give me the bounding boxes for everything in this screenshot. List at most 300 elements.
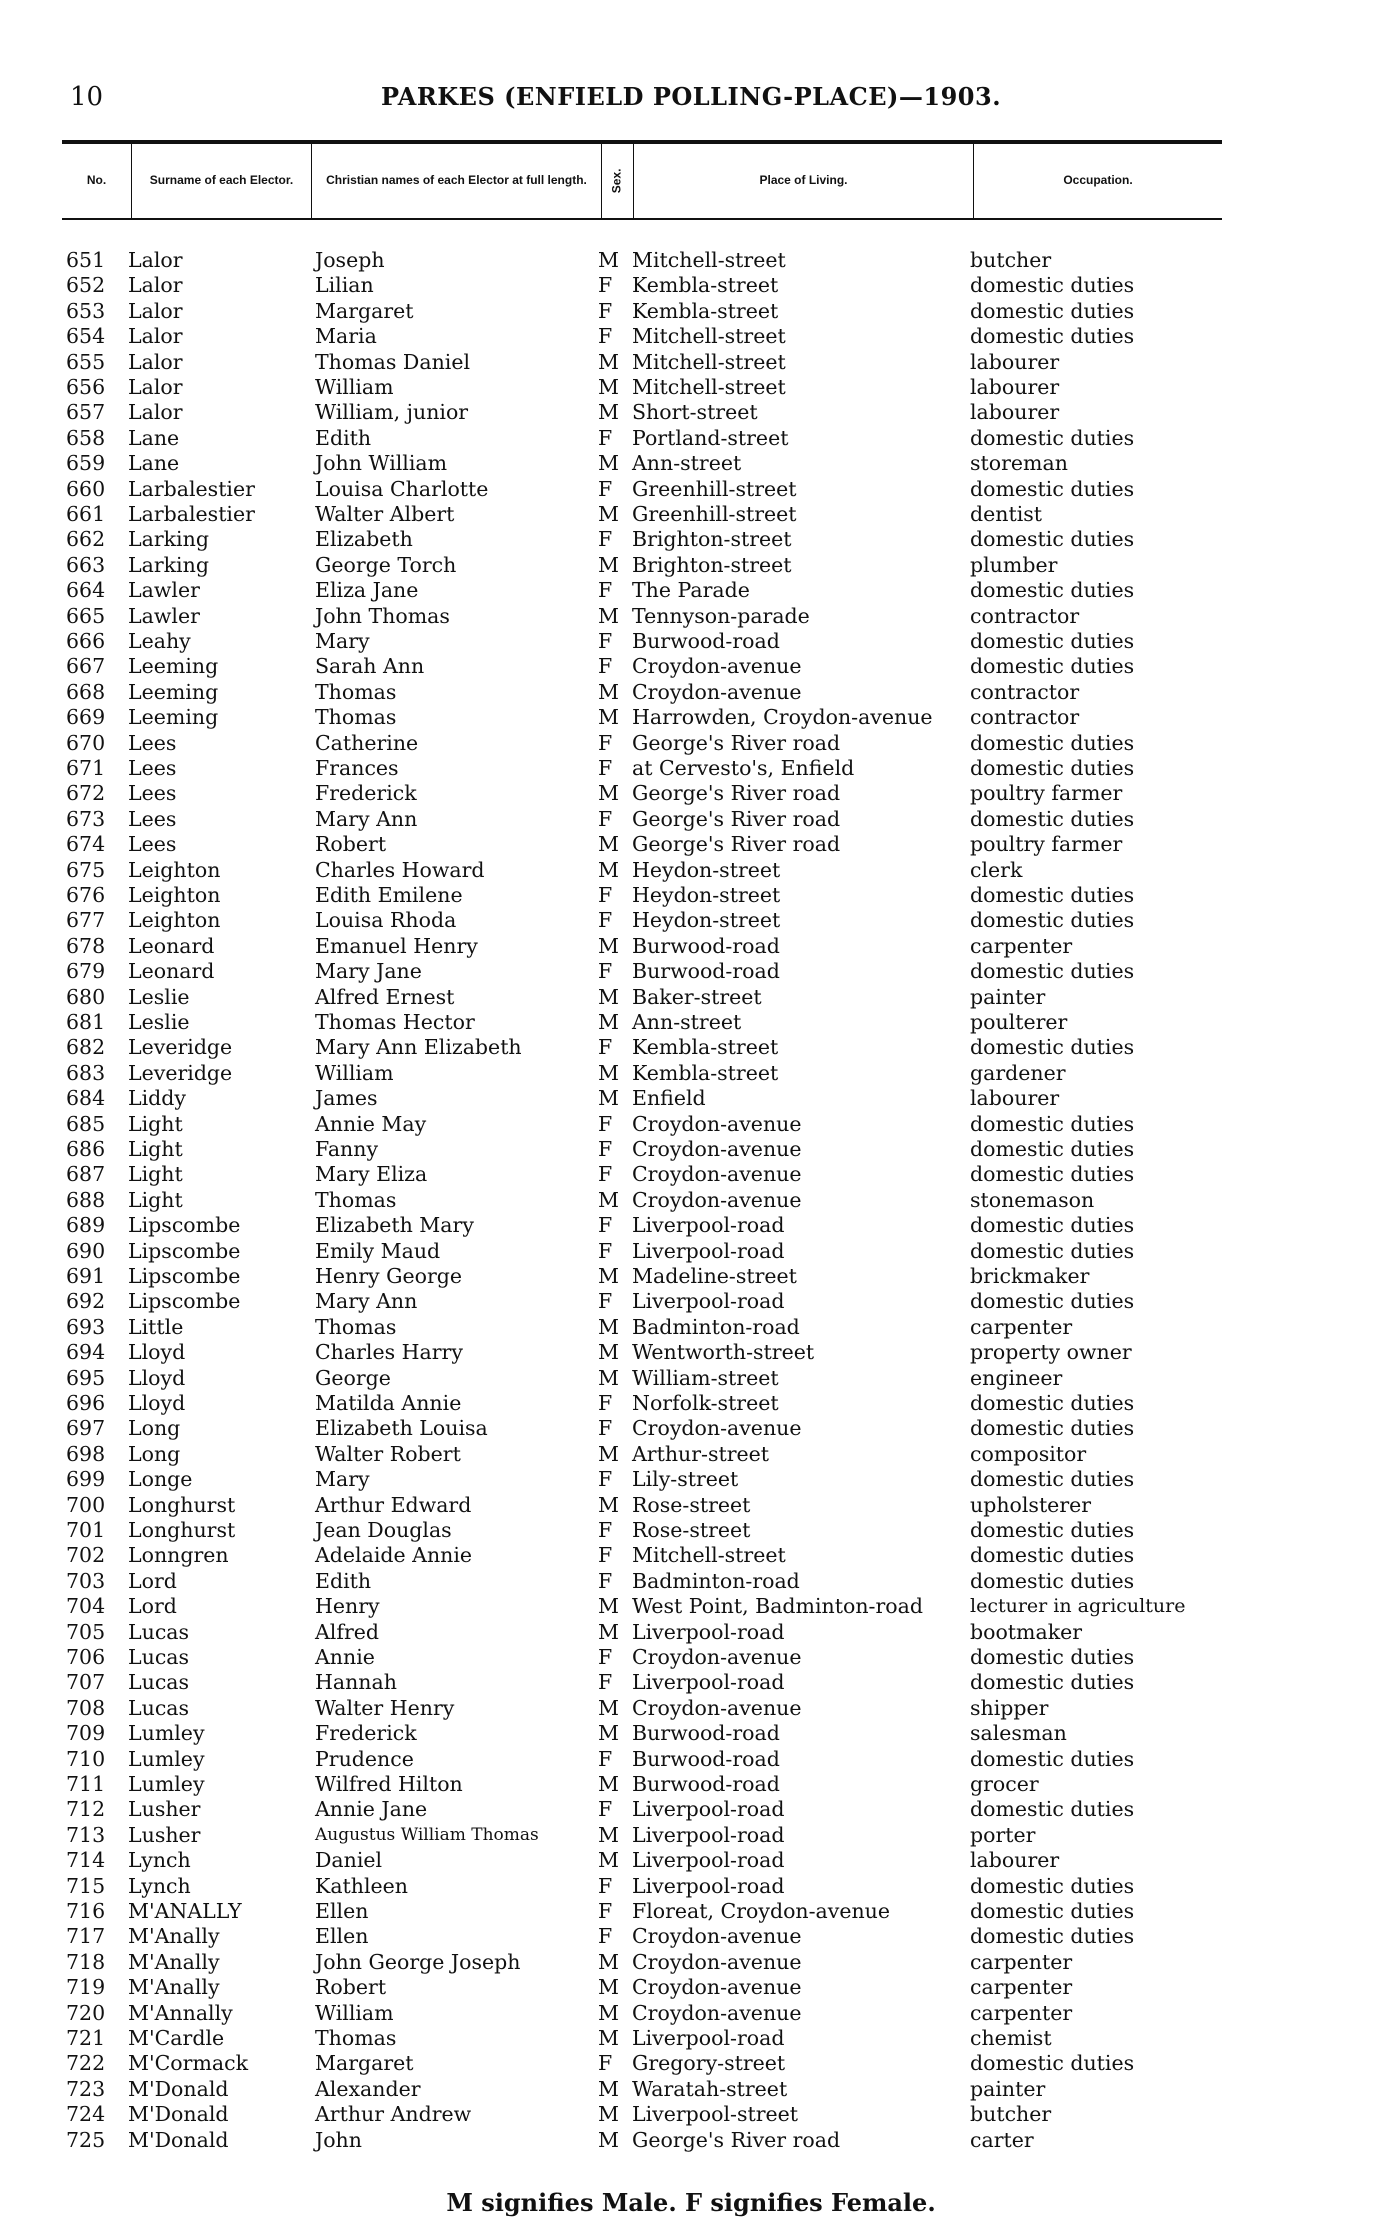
- row-occupation: grocer: [970, 1772, 1039, 1796]
- row-surname: Lipscombe: [128, 1213, 241, 1238]
- table-row: [0, 1950, 1382, 1975]
- table-row: [0, 375, 1382, 400]
- row-number: 659: [66, 451, 106, 476]
- row-christian-names: Kathleen: [315, 1873, 409, 1898]
- row-number: 680: [66, 984, 106, 1009]
- row-surname: Leighton: [128, 883, 221, 907]
- row-place-of-living: Arthur-street: [632, 1441, 770, 1466]
- row-occupation: carpenter: [970, 1949, 1073, 1974]
- table-row: [0, 578, 1382, 603]
- table-row: [0, 1467, 1382, 1492]
- row-place-of-living: Liverpool-street: [632, 2102, 799, 2127]
- table-row: [0, 1264, 1382, 1289]
- row-surname: Lusher: [128, 1822, 201, 1847]
- row-surname: M'Cormack: [128, 2051, 249, 2076]
- table-row: [0, 1721, 1382, 1746]
- row-occupation: painter: [970, 2076, 1046, 2101]
- row-surname: Larbalestier: [128, 476, 255, 501]
- table-row: [0, 2077, 1382, 2102]
- row-christian-names: Maria: [315, 324, 377, 349]
- row-surname: M'Anally: [128, 1949, 220, 1974]
- row-christian-names: Joseph: [315, 248, 385, 272]
- row-christian-names: Edith Emilene: [315, 883, 463, 907]
- row-sex: F: [598, 1746, 613, 1771]
- row-place-of-living: Croydon-avenue: [632, 1416, 802, 1441]
- row-christian-names: Thomas Hector: [315, 1010, 475, 1034]
- row-place-of-living: Liverpool-road: [632, 1797, 785, 1822]
- table-row: [0, 400, 1382, 425]
- row-christian-names: Thomas: [315, 705, 397, 730]
- row-christian-names: James: [315, 1086, 378, 1111]
- row-occupation: storeman: [970, 451, 1068, 476]
- row-number: 664: [66, 578, 106, 603]
- row-occupation: contractor: [970, 679, 1080, 704]
- row-place-of-living: Croydon-avenue: [632, 1695, 802, 1720]
- row-christian-names: John William: [315, 451, 448, 476]
- table-row: [0, 1874, 1382, 1899]
- row-surname: Leonard: [128, 959, 215, 984]
- row-occupation: contractor: [970, 705, 1080, 730]
- row-surname: M'Donald: [128, 2102, 229, 2127]
- table-row: [0, 273, 1382, 298]
- row-sex: M: [598, 451, 619, 476]
- row-occupation: domestic duties: [970, 2051, 1135, 2076]
- row-sex: M: [598, 705, 619, 730]
- row-place-of-living: Liverpool-road: [632, 1213, 785, 1238]
- row-place-of-living: Liverpool-road: [632, 1289, 785, 1314]
- row-christian-names: Mary: [315, 1467, 370, 1492]
- row-place-of-living: Burwood-road: [632, 1746, 780, 1771]
- row-number: 716: [66, 1899, 106, 1923]
- row-surname: Long: [128, 1441, 181, 1466]
- row-number: 675: [66, 857, 106, 882]
- row-place-of-living: Greenhill-street: [632, 502, 797, 526]
- row-occupation: property owner: [970, 1340, 1132, 1365]
- row-place-of-living: Croydon-avenue: [632, 1924, 802, 1949]
- row-sex: M: [598, 857, 619, 882]
- row-sex: F: [598, 1518, 613, 1542]
- row-sex: M: [598, 1772, 619, 1796]
- row-christian-names: Alfred: [315, 1619, 380, 1644]
- row-occupation: domestic duties: [970, 298, 1135, 323]
- table-row: [0, 1061, 1382, 1086]
- row-sex: M: [598, 1441, 619, 1466]
- row-christian-names: Mary: [315, 629, 370, 653]
- row-christian-names: Sarah Ann: [315, 654, 425, 679]
- row-sex: F: [598, 425, 613, 450]
- row-christian-names: Margaret: [315, 2051, 414, 2076]
- row-christian-names: Thomas: [315, 1314, 397, 1339]
- row-christian-names: John George Joseph: [315, 1949, 521, 1974]
- row-number: 670: [66, 730, 106, 755]
- row-place-of-living: Burwood-road: [632, 1721, 780, 1746]
- row-occupation: domestic duties: [970, 654, 1135, 679]
- row-number: 656: [66, 375, 106, 399]
- table-row: [0, 1823, 1382, 1848]
- row-place-of-living: Heydon-street: [632, 908, 781, 933]
- row-number: 652: [66, 273, 106, 298]
- table-row: [0, 832, 1382, 857]
- row-sex: F: [598, 1416, 613, 1441]
- table-row: [0, 1442, 1382, 1467]
- row-occupation: domestic duties: [970, 908, 1135, 933]
- row-sex: M: [598, 1619, 619, 1644]
- row-surname: M'Cardle: [128, 2026, 225, 2050]
- row-surname: Lalor: [128, 349, 183, 374]
- table-row: [0, 934, 1382, 959]
- row-sex: M: [598, 375, 619, 399]
- row-occupation: domestic duties: [970, 1035, 1135, 1060]
- row-occupation: porter: [970, 1822, 1036, 1847]
- row-sex: M: [598, 2127, 619, 2152]
- row-number: 695: [66, 1365, 106, 1390]
- row-number: 714: [66, 1848, 106, 1873]
- row-occupation: domestic duties: [970, 1543, 1135, 1568]
- table-row: [0, 731, 1382, 756]
- row-christian-names: Thomas: [315, 2026, 397, 2050]
- row-occupation: domestic duties: [970, 730, 1135, 755]
- table-row: [0, 629, 1382, 654]
- row-number: 718: [66, 1949, 106, 1974]
- row-surname: Lipscombe: [128, 1238, 241, 1263]
- row-place-of-living: Tennyson-parade: [632, 603, 810, 628]
- row-number: 708: [66, 1695, 106, 1720]
- row-place-of-living: George's River road: [632, 730, 841, 755]
- row-place-of-living: Burwood-road: [632, 629, 780, 653]
- row-surname: Leeming: [128, 654, 219, 679]
- row-christian-names: Mary Ann: [315, 806, 418, 831]
- row-christian-names: Annie: [315, 1645, 375, 1669]
- header-christian: Christian names of each Elector at full length.: [312, 144, 602, 218]
- row-occupation: upholsterer: [970, 1492, 1092, 1517]
- row-christian-names: Thomas: [315, 679, 397, 704]
- row-christian-names: Mary Eliza: [315, 1162, 428, 1187]
- row-sex: F: [598, 324, 613, 349]
- row-place-of-living: Ann-street: [632, 451, 742, 476]
- row-surname: Light: [128, 1187, 183, 1212]
- row-sex: F: [598, 959, 613, 984]
- row-surname: Leeming: [128, 705, 219, 730]
- row-place-of-living: Ann-street: [632, 1010, 742, 1034]
- row-occupation: poulterer: [970, 1010, 1068, 1034]
- table-row: [0, 1213, 1382, 1238]
- row-occupation: domestic duties: [970, 1518, 1135, 1542]
- row-surname: Lees: [128, 781, 177, 806]
- row-occupation: domestic duties: [970, 1137, 1135, 1161]
- row-occupation: domestic duties: [970, 1467, 1135, 1492]
- header-sex-label: Sex.: [609, 168, 624, 194]
- row-sex: M: [598, 349, 619, 374]
- table-row: [0, 1493, 1382, 1518]
- row-occupation: labourer: [970, 1848, 1060, 1873]
- row-sex: M: [598, 1695, 619, 1720]
- table-row: [0, 1112, 1382, 1137]
- row-place-of-living: George's River road: [632, 781, 841, 806]
- table-row: [0, 985, 1382, 1010]
- row-place-of-living: Mitchell-street: [632, 324, 786, 349]
- row-christian-names: Walter Albert: [315, 502, 455, 526]
- row-number: 669: [66, 705, 106, 730]
- table-row: [0, 1975, 1382, 2000]
- row-sex: F: [598, 1137, 613, 1161]
- row-surname: Longhurst: [128, 1492, 236, 1517]
- row-surname: Longe: [128, 1467, 193, 1492]
- row-sex: F: [598, 654, 613, 679]
- row-surname: Lynch: [128, 1848, 191, 1873]
- row-sex: M: [598, 2076, 619, 2101]
- header-no: No.: [62, 144, 132, 218]
- table-row: [0, 553, 1382, 578]
- row-sex: M: [598, 552, 619, 577]
- row-christian-names: John: [315, 2127, 362, 2152]
- row-surname: Lees: [128, 806, 177, 831]
- row-place-of-living: Mitchell-street: [632, 1543, 786, 1568]
- row-surname: Lees: [128, 832, 177, 857]
- row-surname: Lane: [128, 451, 180, 476]
- table-row: [0, 1747, 1382, 1772]
- table-row: [0, 527, 1382, 552]
- row-sex: F: [598, 756, 613, 780]
- row-sex: F: [598, 527, 613, 552]
- row-place-of-living: Liverpool-road: [632, 2026, 785, 2050]
- row-number: 676: [66, 883, 106, 907]
- header-surname: Surname of each Elector.: [132, 144, 312, 218]
- row-occupation: domestic duties: [970, 1924, 1135, 1949]
- row-sex: F: [598, 1873, 613, 1898]
- row-sex: F: [598, 1111, 613, 1136]
- header-sex: [602, 144, 634, 218]
- row-surname: Lucas: [128, 1619, 190, 1644]
- row-place-of-living: Croydon-avenue: [632, 1975, 802, 2000]
- row-sex: F: [598, 730, 613, 755]
- row-christian-names: Louisa Charlotte: [315, 476, 489, 501]
- row-christian-names: Augustus William Thomas: [315, 1824, 539, 1845]
- table-row: [0, 1340, 1382, 1365]
- row-sex: M: [598, 1187, 619, 1212]
- row-sex: F: [598, 629, 613, 653]
- row-christian-names: Walter Robert: [315, 1441, 461, 1466]
- row-christian-names: Frederick: [315, 781, 417, 806]
- row-sex: M: [598, 1975, 619, 2000]
- row-number: 719: [66, 1975, 106, 2000]
- row-place-of-living: West Point, Badminton-road: [632, 1594, 923, 1619]
- row-occupation: domestic duties: [970, 1797, 1135, 1822]
- row-sex: M: [598, 1949, 619, 1974]
- row-number: 674: [66, 832, 106, 857]
- row-place-of-living: Rose-street: [632, 1518, 751, 1542]
- row-place-of-living: Badminton-road: [632, 1568, 800, 1593]
- row-sex: M: [598, 1594, 619, 1619]
- row-occupation: engineer: [970, 1365, 1063, 1390]
- row-christian-names: Fanny: [315, 1137, 379, 1161]
- table-row: [0, 299, 1382, 324]
- row-place-of-living: Heydon-street: [632, 883, 781, 907]
- row-surname: Light: [128, 1137, 183, 1161]
- table-row: [0, 807, 1382, 832]
- row-surname: Lees: [128, 756, 177, 780]
- row-occupation: domestic duties: [970, 959, 1135, 984]
- table-row: [0, 350, 1382, 375]
- row-place-of-living: Croydon-avenue: [632, 1949, 802, 1974]
- row-occupation: poultry farmer: [970, 832, 1123, 857]
- row-christian-names: Frederick: [315, 1721, 417, 1746]
- row-place-of-living: Heydon-street: [632, 857, 781, 882]
- row-occupation: domestic duties: [970, 1289, 1135, 1314]
- table-row: [0, 1645, 1382, 1670]
- row-place-of-living: William-street: [632, 1365, 779, 1390]
- row-occupation: carter: [970, 2127, 1034, 2152]
- table-row: [0, 451, 1382, 476]
- row-sex: F: [598, 1568, 613, 1593]
- row-number: 691: [66, 1264, 106, 1288]
- row-sex: M: [598, 1060, 619, 1085]
- table-row: [0, 1899, 1382, 1924]
- row-occupation: gardener: [970, 1060, 1066, 1085]
- row-christian-names: William, junior: [315, 400, 469, 425]
- row-occupation: domestic duties: [970, 1213, 1135, 1238]
- row-sex: F: [598, 1543, 613, 1568]
- row-surname: Lumley: [128, 1746, 205, 1771]
- row-christian-names: George Torch: [315, 552, 457, 577]
- row-surname: M'ANALLY: [128, 1899, 242, 1923]
- row-number: 692: [66, 1289, 106, 1314]
- row-occupation: domestic duties: [970, 1111, 1135, 1136]
- row-christian-names: Emily Maud: [315, 1238, 441, 1263]
- row-place-of-living: Burwood-road: [632, 1772, 780, 1796]
- row-sex: F: [598, 1391, 613, 1415]
- row-sex: M: [598, 1848, 619, 1873]
- row-christian-names: Matilda Annie: [315, 1391, 462, 1415]
- row-sex: M: [598, 502, 619, 526]
- row-surname: M'Donald: [128, 2127, 229, 2152]
- row-occupation: domestic duties: [970, 629, 1135, 653]
- row-christian-names: Charles Harry: [315, 1340, 463, 1365]
- row-number: 653: [66, 298, 106, 323]
- row-place-of-living: Lily-street: [632, 1467, 739, 1492]
- row-place-of-living: Croydon-avenue: [632, 654, 802, 679]
- row-place-of-living: Croydon-avenue: [632, 1162, 802, 1187]
- row-surname: Light: [128, 1162, 183, 1187]
- row-place-of-living: Croydon-avenue: [632, 1111, 802, 1136]
- row-sex: M: [598, 679, 619, 704]
- header-place: Place of Living.: [634, 144, 974, 218]
- row-christian-names: Edith: [315, 425, 372, 450]
- row-christian-names: Henry George: [315, 1264, 463, 1288]
- row-christian-names: George: [315, 1365, 391, 1390]
- row-christian-names: Alexander: [315, 2076, 421, 2101]
- row-surname: Lawler: [128, 578, 200, 603]
- row-sex: M: [598, 781, 619, 806]
- row-surname: Lonngren: [128, 1543, 229, 1568]
- row-christian-names: Thomas Daniel: [315, 349, 471, 374]
- row-number: 672: [66, 781, 106, 806]
- row-place-of-living: Short-street: [632, 400, 758, 425]
- row-surname: Leeming: [128, 679, 219, 704]
- row-number: 700: [66, 1492, 106, 1517]
- row-surname: Lynch: [128, 1873, 191, 1898]
- row-christian-names: Charles Howard: [315, 857, 485, 882]
- row-surname: Light: [128, 1111, 183, 1136]
- page-number: 10: [70, 82, 104, 112]
- row-number: 687: [66, 1162, 106, 1187]
- row-sex: F: [598, 1670, 613, 1695]
- row-sex: M: [598, 1264, 619, 1288]
- row-number: 683: [66, 1060, 106, 1085]
- row-place-of-living: at Cervesto's, Enfield: [632, 756, 855, 780]
- row-christian-names: Ellen: [315, 1899, 369, 1923]
- row-christian-names: William: [315, 375, 394, 399]
- row-sex: F: [598, 908, 613, 933]
- row-sex: M: [598, 1010, 619, 1034]
- row-surname: Leslie: [128, 984, 190, 1009]
- table-row: [0, 426, 1382, 451]
- table-row: [0, 1366, 1382, 1391]
- row-surname: Liddy: [128, 1086, 186, 1111]
- row-occupation: domestic duties: [970, 1873, 1135, 1898]
- table-row: [0, 705, 1382, 730]
- row-occupation: plumber: [970, 552, 1058, 577]
- row-place-of-living: Brighton-street: [632, 552, 792, 577]
- row-number: 723: [66, 2076, 106, 2101]
- row-sex: M: [598, 1314, 619, 1339]
- row-occupation: lecturer in agriculture: [970, 1595, 1186, 1618]
- row-number: 717: [66, 1924, 106, 1949]
- row-christian-names: Annie Jane: [315, 1797, 428, 1822]
- row-sex: M: [598, 1492, 619, 1517]
- row-christian-names: Jean Douglas: [315, 1518, 452, 1542]
- row-place-of-living: Norfolk-street: [632, 1391, 779, 1415]
- table-row: [0, 1848, 1382, 1873]
- table-row: [0, 2026, 1382, 2051]
- row-sex: F: [598, 298, 613, 323]
- row-sex: F: [598, 1238, 613, 1263]
- row-occupation: labourer: [970, 400, 1060, 425]
- row-sex: M: [598, 984, 619, 1009]
- row-occupation: chemist: [970, 2026, 1052, 2050]
- row-sex: M: [598, 1721, 619, 1746]
- row-christian-names: Lilian: [315, 273, 374, 298]
- row-number: 666: [66, 629, 106, 653]
- row-place-of-living: Mitchell-street: [632, 375, 786, 399]
- table-header: [62, 140, 1222, 220]
- row-place-of-living: Mitchell-street: [632, 248, 786, 272]
- row-sex: M: [598, 2026, 619, 2050]
- table-row: [0, 1239, 1382, 1264]
- row-sex: F: [598, 1289, 613, 1314]
- row-place-of-living: Burwood-road: [632, 959, 780, 984]
- row-occupation: dentist: [970, 502, 1043, 526]
- row-number: 690: [66, 1238, 106, 1263]
- row-sex: F: [598, 806, 613, 831]
- row-occupation: compositor: [970, 1441, 1087, 1466]
- row-number: 688: [66, 1187, 106, 1212]
- row-place-of-living: Wentworth-street: [632, 1340, 815, 1365]
- row-surname: Lalor: [128, 375, 183, 399]
- row-number: 658: [66, 425, 106, 450]
- row-surname: M'Donald: [128, 2076, 229, 2101]
- row-place-of-living: Portland-street: [632, 425, 789, 450]
- row-place-of-living: Croydon-avenue: [632, 1137, 802, 1161]
- row-surname: Longhurst: [128, 1518, 236, 1542]
- table-row: [0, 959, 1382, 984]
- row-surname: Little: [128, 1314, 184, 1339]
- row-christian-names: Arthur Edward: [315, 1492, 472, 1517]
- row-place-of-living: Liverpool-road: [632, 1848, 785, 1873]
- row-number: 685: [66, 1111, 106, 1136]
- row-number: 701: [66, 1518, 106, 1542]
- row-christian-names: Eliza Jane: [315, 578, 419, 603]
- row-christian-names: William: [315, 1060, 394, 1085]
